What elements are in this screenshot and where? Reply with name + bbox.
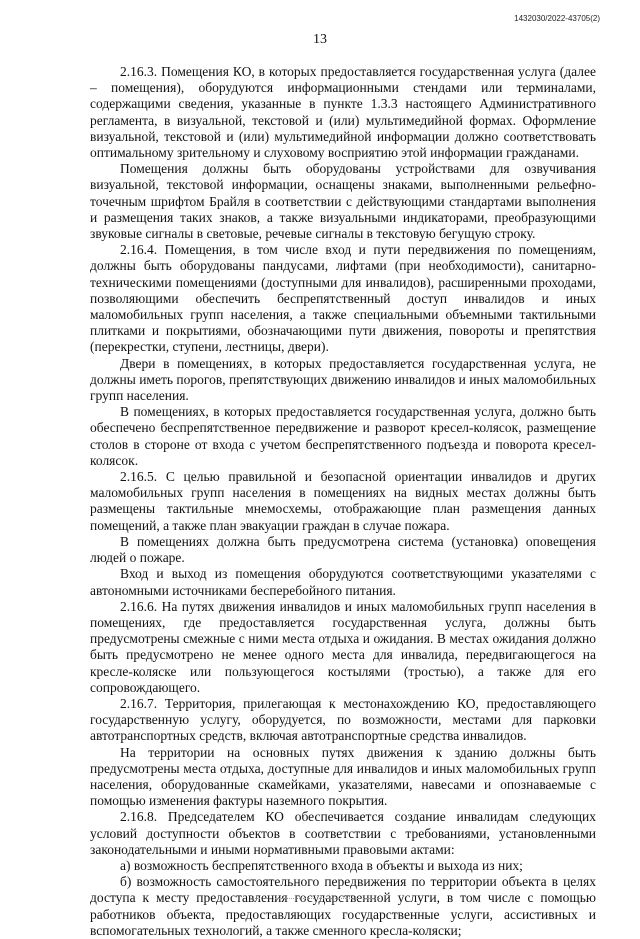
paragraph-doors: Двери в помещениях, в которых предоставляется государственная услуга, не должны иметь порогов, препятствующих движению инвалидов и иных маломобильных групп населения. [90,355,596,404]
paragraph-2-16-8: 2.16.8. Председателем КО обеспечивается создание инвалидам следующих условий доступности объектов в соответствии с требованиями, установленными законодательными и иными нормативными правовыми актами: [90,809,596,857]
paragraph-entrance-signs: Вход и выход из помещения оборудуются соответствующими указателями с автономными источниками бесперебойного питания. [90,566,596,598]
paragraph-2-16-3: 2.16.3. Помещения КО, в которых предоставляется государственная услуга (далее – помещения), оборудуются информационными стендами или терминалами, содержащими сведения, указанные в пункте 1.3.3 настоящего Административного регламента, в визуальной, текстовой и (или) мультимедийной формах. Оформление визуальной, текстовой и (или) мультимедийной информации должно соответствовать оптимальному зрительному и слуховому восприятию этой информации гражданами. [90,64,596,161]
paragraph-2-16-7: 2.16.7. Территория, прилегающая к местонахождению КО, предоставляющего государственную услугу, оборудуется, по возможности, местами для парковки автотранспортных средств, включая автотранспортные средства инвалидов. [90,695,596,744]
list-item-b: б) возможность самостоятельного передвижения по территории объекта в целях доступа к месту предоставления государственной услуги, в том числе с помощью работников объекта, предоставляющих государственные услуги, ассистивных и вспомогательных технологий, а также сменного кресла-коляски; [90,874,596,938]
document-registration-number: 1432030/2022-43705(2) [514,14,600,23]
paragraph-territory-rest: На территории на основных путях движения к зданию должны быть предусмотрены места отдыха, доступные для инвалидов и иных маломобильных групп населения, оборудованные скамейками, указателями, навесами и опознаваемые с помощью изменения фактуры наземного покрытия. [90,744,596,809]
page-number: 13 [313,32,327,47]
paragraph-2-16-5: 2.16.5. С целью правильной и безопасной ориентации инвалидов и других маломобильных групп населения в помещениях на видных местах должны быть размещены тактильные мнемосхемы, отображающие план размещения данных помещений, а также план эвакуации граждан в случае пожара. [90,469,596,533]
paragraph-2-16-6: 2.16.6. На путях движения инвалидов и иных маломобильных групп населения в помещениях, где предоставляется государственная услуга, должны быть предусмотрены смежные с ними места отдыха и ожидания. В местах ожидания должно быть предусмотрено не менее одного места для инвалида, передвигающегося на кресле-коляске или пользующегося костылями (тростью), а также для его сопровождающего. [90,598,596,695]
list-item-a: а) возможность беспрепятственного входа в объекты и выхода из них; [120,857,523,873]
paragraph-fire-alarm: В помещениях должна быть предусмотрена система (установка) оповещения людей о пожаре. [90,533,596,566]
paragraph-2-16-4: 2.16.4. Помещения, в том числе вход и пути передвижения по помещениям, должны быть оборудованы пандусами, лифтами (при необходимости), санитарно-техническими помещениями (доступными для инвалидов), расширенными проходами, позволяющими обеспечить беспрепятственный доступ инвалидов и иных маломобильных групп населения, а также специальными объемными тактильными плитками и покрытиями, обозначающими пути движения, повороты и препятствия (перекрестки, ступени, лестницы, двери). [90,242,596,355]
paragraph-wheelchair-space: В помещениях, в которых предоставляется государственная услуга, должно быть обеспечено беспрепятственное передвижение и разворот кресел-колясок, размещение столов в стороне от входа с учетом беспрепятственного подъезда и поворота кресел-колясок. [90,404,596,468]
document-body [90,64,596,939]
paragraph-equipment: Помещения должны быть оборудованы устройствами для озвучивания визуальной, текстовой информации, оснащены знаками, выполненными рельефно-точечным шрифтом Брайля в соответствии с действующими стандартами выполнения и размещения таких знаков, а также визуальными индикаторами, преобразующими звуковые сигналы в световые, речевые сигналы в текстовую бегущую строку. [90,161,596,242]
bottom-divider [250,898,380,899]
